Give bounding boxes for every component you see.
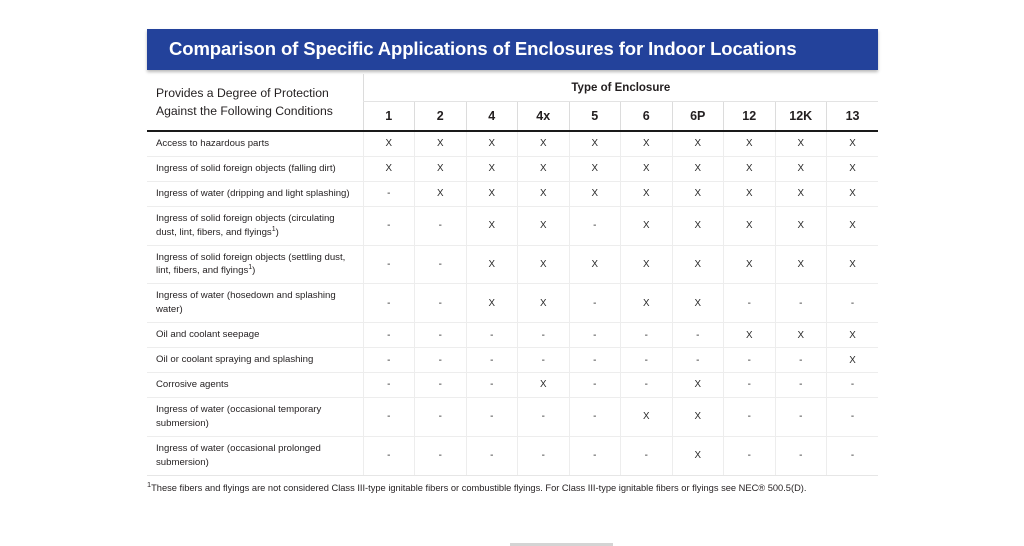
table-header — [147, 74, 878, 131]
cell-6p: X — [672, 436, 724, 475]
cell-4: X — [466, 131, 518, 156]
row-label-text: Oil or coolant spraying and splashing — [156, 354, 314, 366]
row-label-footnote-marker: 1 — [248, 264, 253, 272]
cell-5: X — [569, 245, 621, 284]
cell-6: - — [621, 348, 673, 373]
cell-2: X — [415, 131, 467, 156]
page-title: Comparison of Specific Applications of Enclosures for Indoor Locations — [169, 38, 797, 60]
cell-1: - — [363, 372, 415, 397]
column-header-4x: 4x — [518, 102, 570, 132]
cell-13: X — [827, 245, 879, 284]
table-row — [147, 156, 878, 181]
cell-2: - — [415, 245, 467, 284]
cell-5: - — [569, 348, 621, 373]
column-header-1: 1 — [363, 102, 415, 132]
cell-5: - — [569, 206, 621, 245]
table-row — [147, 131, 878, 156]
cell-5: X — [569, 156, 621, 181]
row-label — [147, 156, 363, 181]
cell-6: X — [621, 181, 673, 206]
cell-2: X — [415, 181, 467, 206]
row-label — [147, 323, 363, 348]
cell-6: X — [621, 245, 673, 284]
table-row — [147, 348, 878, 373]
column-header-2: 2 — [415, 102, 467, 132]
row-label-text: Ingress of solid foreign objects (falling dirt) — [156, 162, 336, 174]
cell-1: - — [363, 206, 415, 245]
cell-6p: X — [672, 284, 724, 323]
cell-6: X — [621, 156, 673, 181]
row-label — [147, 245, 363, 284]
cell-4x: X — [518, 206, 570, 245]
row-label-tail: ) — [275, 226, 279, 238]
cell-13: X — [827, 156, 879, 181]
cell-2: - — [415, 397, 467, 436]
cell-4x: - — [518, 436, 570, 475]
cell-13: - — [827, 397, 879, 436]
cell-13: - — [827, 372, 879, 397]
table-row — [147, 372, 878, 397]
cell-4: X — [466, 156, 518, 181]
cell-5: - — [569, 397, 621, 436]
cell-5: - — [569, 436, 621, 475]
header-group-row — [147, 74, 878, 102]
cell-12k: - — [775, 348, 827, 373]
cell-6p: X — [672, 397, 724, 436]
comparison-table — [147, 74, 878, 476]
table-row — [147, 284, 878, 323]
column-header-12: 12 — [724, 102, 776, 132]
row-label-text: Ingress of water (hosedown and splashing water) — [156, 290, 336, 316]
cell-4x: X — [518, 181, 570, 206]
row-label-text: Access to hazardous parts — [156, 138, 270, 149]
table-row — [147, 206, 878, 245]
cell-4x: X — [518, 156, 570, 181]
cell-4x: X — [518, 284, 570, 323]
cell-12: - — [724, 397, 776, 436]
table-row — [147, 181, 878, 206]
cell-12: X — [724, 206, 776, 245]
column-header-5: 5 — [569, 102, 621, 132]
cell-12: - — [724, 284, 776, 323]
cell-12: X — [724, 323, 776, 348]
cell-13: X — [827, 181, 879, 206]
column-header-6p: 6P — [672, 102, 724, 132]
table-row — [147, 323, 878, 348]
cell-12k: - — [775, 284, 827, 323]
cell-12: X — [724, 245, 776, 284]
cell-6: - — [621, 436, 673, 475]
row-label-text: Ingress of water (dripping and light splashing) — [156, 187, 350, 199]
cell-6p: X — [672, 156, 724, 181]
row-label-text: Oil and coolant seepage — [156, 329, 260, 341]
cell-12k: X — [775, 156, 827, 181]
cell-1: - — [363, 284, 415, 323]
row-label-text: Ingress of water (occasional temporary submersion) — [156, 403, 322, 429]
cell-4: - — [466, 372, 518, 397]
cell-12k: - — [775, 372, 827, 397]
cell-5: X — [569, 181, 621, 206]
column-header-12k: 12K — [775, 102, 827, 132]
column-header-4: 4 — [466, 102, 518, 132]
cell-2: X — [415, 156, 467, 181]
cell-1: X — [363, 131, 415, 156]
table-row — [147, 397, 878, 436]
cell-6p: X — [672, 206, 724, 245]
cell-13: - — [827, 284, 879, 323]
cell-4x: - — [518, 348, 570, 373]
cell-4: X — [466, 245, 518, 284]
cell-1: - — [363, 436, 415, 475]
cell-6: X — [621, 131, 673, 156]
footnote — [147, 479, 887, 495]
cell-5: X — [569, 131, 621, 156]
cell-6: X — [621, 284, 673, 323]
cell-12: X — [724, 181, 776, 206]
cell-2: - — [415, 372, 467, 397]
cell-5: - — [569, 323, 621, 348]
row-label — [147, 284, 363, 323]
table-body — [147, 131, 878, 475]
group-header-type-of-enclosure: Type of Enclosure — [363, 74, 878, 102]
footnote-text: These fibers and flyings are not considered Class III-type ignitable fibers or combustible flyings. For Class III-type ignitable fibers or flyings see NEC® 500.5(D). — [151, 483, 807, 493]
column-header-13: 13 — [827, 102, 879, 132]
row-label — [147, 206, 363, 245]
cell-1: - — [363, 397, 415, 436]
cell-2: - — [415, 284, 467, 323]
cell-2: - — [415, 206, 467, 245]
cell-2: - — [415, 348, 467, 373]
cell-12k: X — [775, 206, 827, 245]
cell-4x: X — [518, 245, 570, 284]
cell-13: X — [827, 348, 879, 373]
cell-4x: - — [518, 397, 570, 436]
row-label-text: Ingress of solid foreign objects (settling dust, lint, fibers, and flyings — [156, 251, 346, 277]
cell-12k: - — [775, 436, 827, 475]
cell-4: - — [466, 436, 518, 475]
cell-6: X — [621, 397, 673, 436]
row-header-title — [147, 74, 363, 131]
cell-2: - — [415, 323, 467, 348]
cell-6p: - — [672, 323, 724, 348]
cell-6p: X — [672, 372, 724, 397]
row-label-footnote-marker: 1 — [271, 225, 276, 233]
cell-12: - — [724, 436, 776, 475]
row-header-title-line2: Against the Following Conditions — [156, 104, 333, 118]
cell-4: X — [466, 206, 518, 245]
row-label — [147, 397, 363, 436]
row-label-tail: ) — [252, 265, 256, 277]
row-label — [147, 348, 363, 373]
cell-2: - — [415, 436, 467, 475]
cell-6: - — [621, 372, 673, 397]
cell-6p: X — [672, 181, 724, 206]
cell-4x: - — [518, 323, 570, 348]
cell-6p: X — [672, 245, 724, 284]
cell-13: X — [827, 131, 879, 156]
cell-12k: X — [775, 131, 827, 156]
cell-12k: X — [775, 323, 827, 348]
cell-12k: - — [775, 397, 827, 436]
cell-4x: X — [518, 372, 570, 397]
row-label — [147, 131, 363, 156]
footnote-marker: 1 — [147, 479, 152, 489]
title-banner — [147, 29, 878, 70]
cell-12k: X — [775, 181, 827, 206]
cell-12: X — [724, 131, 776, 156]
table-row — [147, 245, 878, 284]
column-header-6: 6 — [621, 102, 673, 132]
cell-12: X — [724, 156, 776, 181]
cell-4: X — [466, 181, 518, 206]
cell-12k: X — [775, 245, 827, 284]
cell-6: - — [621, 323, 673, 348]
cell-13: X — [827, 323, 879, 348]
cell-6p: - — [672, 348, 724, 373]
row-header-title-line1: Provides a Degree of Protection — [156, 85, 329, 100]
cell-5: - — [569, 372, 621, 397]
cell-5: - — [569, 284, 621, 323]
cell-1: - — [363, 323, 415, 348]
cell-4: - — [466, 323, 518, 348]
cell-4: - — [466, 397, 518, 436]
cell-12: - — [724, 372, 776, 397]
row-label — [147, 436, 363, 475]
row-label — [147, 181, 363, 206]
cell-1: X — [363, 156, 415, 181]
cell-6p: X — [672, 131, 724, 156]
cell-1: - — [363, 348, 415, 373]
cell-12: - — [724, 348, 776, 373]
cell-4x: X — [518, 131, 570, 156]
cell-6: X — [621, 206, 673, 245]
row-label-text: Corrosive agents — [156, 378, 229, 390]
cell-13: - — [827, 436, 879, 475]
comparison-table-container — [147, 74, 878, 476]
cell-4: - — [466, 348, 518, 373]
cell-4: X — [466, 284, 518, 323]
row-label-text: Ingress of water (occasional prolonged submersion) — [156, 442, 321, 468]
table-row — [147, 436, 878, 475]
row-label — [147, 372, 363, 397]
cell-1: - — [363, 181, 415, 206]
cell-13: X — [827, 206, 879, 245]
cell-1: - — [363, 245, 415, 284]
row-label-text: Ingress of solid foreign objects (circulating dust, lint, fibers, and flyings — [156, 212, 335, 238]
